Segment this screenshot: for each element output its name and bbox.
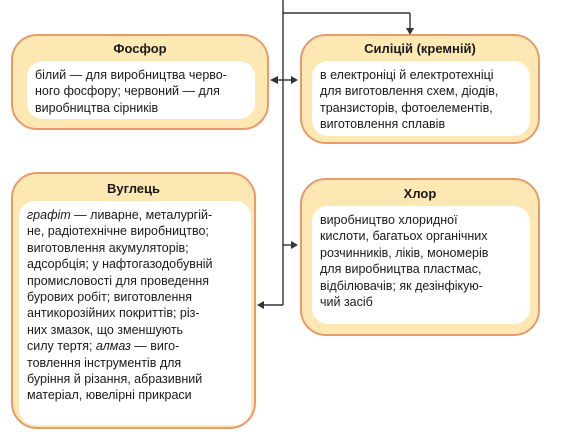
diamond-text: — виго- товлення інструментів для буріння й різання, абразивний матеріал, ювелірні прикраси (27, 339, 203, 403)
graphite-term: графіт (27, 208, 71, 222)
card-carbon-title: Вуглець (106, 181, 160, 196)
diamond-term: алмаз (95, 339, 131, 354)
arrow-to-chlorine (291, 241, 298, 249)
arrow-to-silicon-side (291, 76, 298, 84)
card-chlorine-body: виробництво хлоридної кислоти, багатьох органічних розчинників, ліків, мономерів для виробництва пластмас, відбілювачів; як дезінфікую- чий засіб (312, 206, 530, 324)
card-chlorine (300, 178, 540, 336)
graphite-text: — ливарне, металургій- не, радіотехнічне виробництво; виготовлення акумуляторів; адсорбція; у нафтогазодобувній промисловості для проведення бурових робіт; виготовлення антикорозійних покриттів; різ- них змазок, що зменшують силу тертя; (27, 208, 213, 354)
card-silicon-title: Силіцій (кремній) (364, 41, 476, 56)
arrow-to-carbon (257, 301, 264, 309)
arrow-to-phosphorus (270, 76, 278, 84)
card-carbon (11, 172, 256, 429)
card-phosphorus (11, 34, 269, 130)
card-chlorine-title: Хлор (403, 186, 437, 201)
card-carbon-body (19, 201, 251, 425)
card-phosphorus-title: Фосфор (113, 41, 167, 56)
card-silicon-body: в електроніці й електротехніці для виготовлення схем, діодів, транзисторів, фотоелементів, виготовлення сплавів (312, 61, 530, 136)
card-phosphorus-body: білий — для виробництва черво- ного фосфору; червоний — для виробництва сірників (27, 61, 255, 119)
card-silicon (300, 34, 540, 144)
